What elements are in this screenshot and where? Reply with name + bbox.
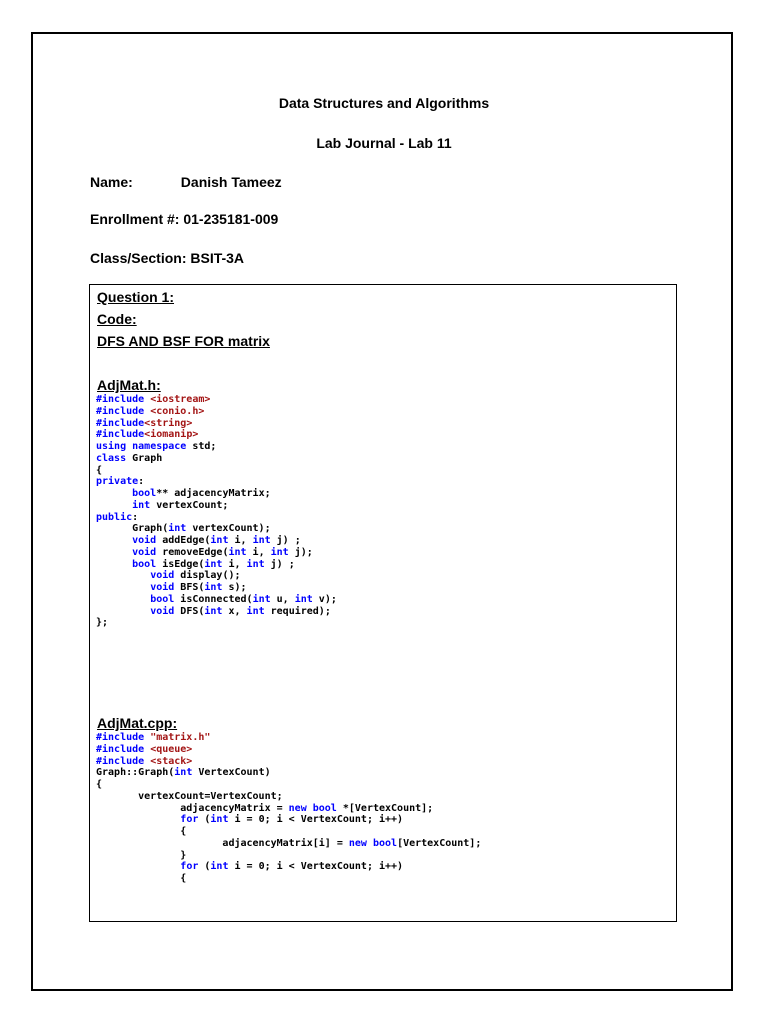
file-name-header: AdjMat.h: (97, 377, 161, 393)
code-line: using namespace std; (96, 441, 217, 452)
code-line: } (96, 849, 187, 861)
code-line: class Graph (96, 452, 163, 464)
code-line: for (int i = 0; i < VertexCount; i++) (180, 814, 404, 826)
code-line: void removeEdge(int i, int j); (132, 546, 313, 558)
code-line: void DFS(int x, int required); (150, 605, 331, 617)
code-line: bool** adjacencyMatrix; (132, 488, 271, 499)
name-label: Name: (90, 174, 133, 190)
question-title: DFS AND BSF FOR matrix (97, 333, 270, 349)
code-line: }; (96, 617, 109, 629)
code-line: public: (96, 511, 139, 523)
code-block-header (96, 394, 337, 629)
code-line: void BFS(int s); (150, 582, 247, 593)
code-line: { (96, 779, 103, 790)
code-line: #include <stack> (96, 755, 193, 767)
code-line: bool isConnected(int u, int v); (150, 593, 337, 605)
course-title: Data Structures and Algorithms (278, 95, 490, 111)
lab-title: Lab Journal - Lab 11 (316, 135, 452, 151)
code-line: #include <queue> (96, 743, 193, 755)
code-line: #include <conio.h> (96, 405, 205, 417)
code-line: Graph::Graph(int VertexCount) (96, 767, 271, 779)
code-line: Graph(int vertexCount); (96, 523, 271, 535)
code-block-cpp (96, 732, 481, 885)
code-line: adjacencyMatrix = new bool *[VertexCount]; (96, 802, 434, 814)
code-line: bool isEdge(int i, int j) ; (132, 558, 295, 570)
question-box (89, 284, 677, 922)
file-name-cpp: AdjMat.cpp: (97, 715, 178, 731)
name-value: Danish Tameez (180, 174, 282, 190)
code-line: { (96, 826, 187, 837)
code-line: private: (96, 476, 145, 488)
code-line: #include "matrix.h" (96, 732, 211, 743)
code-line: #include <iostream> (96, 394, 211, 405)
code-line: vertexCount=VertexCount; (96, 790, 283, 802)
question-label: Question 1: (97, 289, 175, 305)
code-line: void display(); (150, 570, 241, 582)
code-line: { (96, 464, 103, 476)
code-label: Code: (97, 311, 137, 327)
code-line: { (96, 873, 187, 884)
code-line: adjacencyMatrix[i] = new bool[VertexCount]; (96, 837, 482, 849)
code-line: int vertexCount; (132, 499, 229, 511)
code-line: #include<string> (96, 417, 193, 429)
code-line: void addEdge(int i, int j) ; (132, 535, 301, 546)
code-line: for (int i = 0; i < VertexCount; i++) (180, 861, 404, 873)
class-section-line: Class/Section: BSIT-3A (90, 250, 245, 266)
name-line (90, 174, 282, 190)
enrollment-line: Enrollment #: 01-235181-009 (90, 211, 279, 227)
code-line: #include<iomanip> (96, 429, 199, 441)
